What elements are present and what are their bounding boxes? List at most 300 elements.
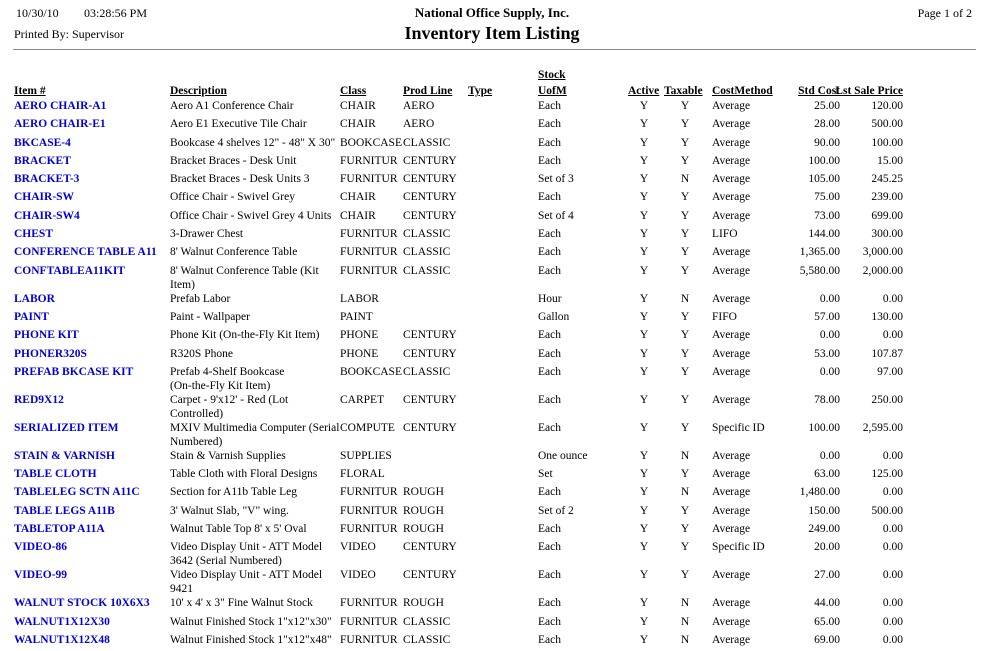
header-divider [13,49,976,50]
std-cost-cell: 57.00 [814,310,840,323]
std-cost-cell: 63.00 [814,468,840,481]
prod-line-cell: ROUGH [403,486,444,499]
cost-method-cell: Average [712,633,751,646]
prod-line-cell: CLASSIC [403,264,451,277]
table-row [0,365,984,393]
printed-by-label: Printed By: Supervisor [14,27,124,41]
item-number-link[interactable]: RED9X12 [14,393,64,406]
taxable-flag-cell: Y [680,468,690,481]
cost-method-cell: Average [712,173,751,186]
std-cost-cell: 0.00 [819,329,840,342]
item-number-link[interactable]: PREFAB BKCASE KIT [14,365,134,378]
class-cell: FURNITUR [340,246,398,259]
lst-sale-price-cell: 2,595.00 [862,421,903,434]
table-row [0,421,984,449]
std-cost-cell: 100.00 [808,154,840,167]
column-header-item: Item # [14,85,46,97]
active-flag-cell: Y [639,347,649,360]
description-cell: Walnut Table Top 8' x 5' Oval [170,523,307,536]
class-cell: CHAIR [340,100,376,112]
table-row [0,190,984,204]
taxable-flag-cell: Y [680,228,690,241]
lst-sale-price-cell: 15.00 [877,154,903,167]
std-cost-cell: 65.00 [814,615,840,628]
cost-method-cell: Average [712,347,751,360]
active-flag-cell: Y [639,449,649,462]
stock-uofm-cell: Each [538,597,561,610]
taxable-flag-cell: Y [680,523,690,536]
active-flag-cell: Y [639,468,649,481]
prod-line-cell: CENTURY [403,191,457,204]
stock-uofm-cell: Each [538,633,561,646]
std-cost-cell: 27.00 [814,569,840,582]
cost-method-cell: Specific ID [712,421,765,434]
taxable-flag-cell: Y [680,393,690,406]
item-number-link[interactable]: TABLETOP A11A [14,523,105,536]
std-cost-cell: 78.00 [814,393,840,406]
table-row [0,310,984,324]
active-flag-cell: Y [639,264,649,277]
class-cell: BOOKCASE [340,365,402,378]
lst-sale-price-cell: 120.00 [871,100,903,112]
item-number-link[interactable]: WALNUT STOCK 10X6X3 [14,597,150,610]
column-header-description: Description [170,85,227,97]
taxable-flag-cell: N [680,449,690,462]
std-cost-cell: 53.00 [814,347,840,360]
class-cell: FURNITUR [340,486,398,499]
active-flag-cell: Y [639,292,649,305]
taxable-flag-cell: Y [680,209,690,222]
lst-sale-price-cell: 0.00 [882,633,903,646]
cost-method-cell: FIFO [712,310,737,323]
prod-line-cell: CENTURY [403,173,457,186]
class-cell: BOOKCASE [340,136,402,149]
table-row [0,245,984,259]
lst-sale-price-cell: 500.00 [871,504,903,517]
column-header-cost-method: CostMethod [712,85,773,97]
stock-uofm-cell: Each [538,365,561,378]
column-header-stock: Stock [538,69,566,81]
prod-line-cell: CLASSIC [403,228,451,241]
active-flag-cell: Y [639,228,649,241]
item-number-link[interactable]: VIDEO-99 [14,569,68,582]
active-flag-cell: Y [639,173,649,186]
description-cell: Section for A11b Table Leg [170,486,297,499]
active-flag-cell: Y [639,615,649,628]
item-number-link[interactable]: WALNUT1X12X30 [14,615,110,628]
stock-uofm-cell: Each [538,523,561,536]
table-row [0,615,984,629]
lst-sale-price-cell: 300.00 [871,228,903,241]
class-cell: FURNITUR [340,523,398,536]
stock-uofm-cell: Each [538,118,561,131]
item-number-link[interactable]: BRACKET-3 [14,173,80,186]
class-cell: FURNITUR [340,228,398,241]
active-flag-cell: Y [639,209,649,222]
class-cell: CHAIR [340,209,376,222]
std-cost-cell: 28.00 [814,118,840,131]
item-number-link[interactable]: TABLELEG SCTN A11C [14,486,140,499]
description-cell: Paint - Wallpaper [170,310,250,323]
std-cost-cell: 69.00 [814,633,840,646]
table-row [0,264,984,292]
table-row [0,172,984,186]
class-cell: VIDEO [340,541,376,554]
class-cell: FURNITUR [340,633,398,646]
description-cell: 8' Walnut Conference Table [170,246,298,259]
stock-uofm-cell: Each [538,228,561,241]
taxable-flag-cell: Y [680,154,690,167]
active-flag-cell: Y [639,569,649,582]
stock-uofm-cell: Set [538,468,553,481]
taxable-flag-cell: Y [680,264,690,277]
page-indicator: Page 1 of 2 [917,6,972,20]
column-header-lst-sale-price: Lst Sale Price [835,85,903,97]
company-name: National Office Supply, Inc. [414,5,570,20]
table-row [0,504,984,518]
description-cell: 10' x 4' x 3" Fine Walnut Stock [170,597,313,610]
stock-uofm-cell: Each [538,329,561,342]
description-cell: 3-Drawer Chest [170,228,244,241]
prod-line-cell: CLASSIC [403,615,451,628]
class-cell: SUPPLIES [340,449,392,462]
column-header-prod-line: Prod Line [403,85,453,97]
prod-line-cell: CLASSIC [403,136,451,149]
prod-line-cell: CLASSIC [403,246,451,259]
item-number-link[interactable]: BKCASE-4 [14,136,71,149]
prod-line-cell: ROUGH [403,523,444,536]
stock-uofm-cell: Each [538,569,561,582]
cost-method-cell: Average [712,264,751,277]
description-cell: R320S Phone [170,347,233,360]
item-number-link[interactable]: STAIN & VARNISH [14,449,115,462]
table-row [0,449,984,463]
cost-method-cell: Average [712,365,751,378]
description-cell: Bracket Braces - Desk Units 3 [170,173,310,186]
taxable-flag-cell: Y [680,569,690,582]
taxable-flag-cell: Y [680,541,690,554]
table-row [0,467,984,481]
description-cell: Prefab Labor [170,292,231,305]
cost-method-cell: Average [712,292,751,305]
table-row [0,117,984,131]
description-cell: Prefab 4-Shelf Bookcase (On-the-Fly Kit Item) [170,365,285,392]
lst-sale-price-cell: 0.00 [882,569,903,582]
class-cell: PHONE [340,347,379,360]
description-cell: Phone Kit (On-the-Fly Kit Item) [170,329,320,342]
taxable-flag-cell: Y [680,191,690,204]
item-number-link[interactable]: SERIALIZED ITEM [14,421,119,434]
stock-uofm-cell: One ounce [538,449,588,462]
prod-line-cell: CLASSIC [403,633,451,646]
active-flag-cell: Y [639,393,649,406]
taxable-flag-cell: Y [680,118,690,131]
lst-sale-price-cell: 130.00 [871,310,903,323]
prod-line-cell: AERO [403,100,435,112]
taxable-flag-cell: Y [680,246,690,259]
class-cell: CHAIR [340,191,376,204]
item-number-link[interactable]: AERO CHAIR-E1 [14,118,106,131]
prod-line-cell: CENTURY [403,569,457,582]
description-cell: Aero A1 Conference Chair [170,100,294,112]
table-row [0,227,984,241]
cost-method-cell: Average [712,523,751,536]
taxable-flag-cell: N [680,292,690,305]
cost-method-cell: Average [712,393,751,406]
item-number-link[interactable]: TABLE LEGS A11B [14,504,115,517]
std-cost-cell: 105.00 [808,173,840,186]
column-header-uofm: UofM [538,85,567,97]
active-flag-cell: Y [639,100,649,112]
std-cost-cell: 100.00 [808,421,840,434]
taxable-flag-cell: N [680,597,690,610]
column-header-taxable: Taxable [664,85,703,97]
prod-line-cell: AERO [403,118,435,131]
active-flag-cell: Y [639,523,649,536]
table-row [0,136,984,150]
std-cost-cell: 5,580.00 [799,264,840,277]
item-number-link[interactable]: WALNUT1X12X48 [14,633,110,646]
prod-line-cell: ROUGH [403,597,444,610]
taxable-flag-cell: Y [680,136,690,149]
description-cell: Carpet - 9'x12' - Red (Lot Controlled) [170,393,289,420]
table-row [0,633,984,647]
class-cell: FURNITUR [340,173,398,186]
lst-sale-price-cell: 239.00 [871,191,903,204]
lst-sale-price-cell: 245.25 [871,173,903,186]
class-cell: CHAIR [340,118,376,131]
lst-sale-price-cell: 97.00 [877,365,903,378]
description-cell: MXIV Multimedia Computer (Serial Numbered) [170,421,340,448]
active-flag-cell: Y [639,633,649,646]
item-number-link[interactable]: CONFERENCE TABLE A11 [14,246,157,259]
cost-method-cell: Average [712,468,751,481]
class-cell: COMPUTE [340,421,395,434]
item-number-link[interactable]: CHEST [14,228,53,241]
table-row [0,347,984,361]
taxable-flag-cell: N [680,615,690,628]
prod-line-cell: CENTURY [403,154,457,167]
stock-uofm-cell: Set of 3 [538,173,574,186]
report-time: 03:28:56 PM [84,6,148,20]
taxable-flag-cell: Y [680,504,690,517]
std-cost-cell: 1,480.00 [799,486,840,499]
table-row [0,568,984,596]
std-cost-cell: 0.00 [819,365,840,378]
table-row [0,540,984,568]
column-header-class: Class [340,85,367,97]
cost-method-cell: Average [712,329,751,342]
taxable-flag-cell: Y [680,310,690,323]
cost-method-cell: Average [712,154,751,167]
stock-uofm-cell: Set of 2 [538,504,574,517]
active-flag-cell: Y [639,136,649,149]
item-number-link[interactable]: BRACKET [14,154,71,167]
item-number-link[interactable]: PHONER320S [14,347,87,360]
table-row [0,99,984,113]
description-cell: Walnut Finished Stock 1"x12"x48" [170,633,332,646]
description-cell: Video Display Unit - ATT Model 3642 (Serial Numbered) [170,541,323,568]
taxable-flag-cell: Y [680,329,690,342]
table-row [0,292,984,306]
cost-method-cell: Average [712,100,751,112]
table-row [0,154,984,168]
prod-line-cell: CENTURY [403,541,457,554]
cost-method-cell: Average [712,246,751,259]
description-cell: Office Chair - Swivel Grey [170,191,295,204]
item-number-link[interactable]: PHONE KIT [14,329,79,342]
description-cell: Stain & Varnish Supplies [170,449,286,462]
active-flag-cell: Y [639,154,649,167]
item-number-link[interactable]: CHAIR-SW4 [14,209,80,222]
class-cell: LABOR [340,292,379,305]
taxable-flag-cell: Y [680,421,690,434]
item-number-link[interactable]: CONFTABLEA11KIT [14,264,125,277]
cost-method-cell: Average [712,191,751,204]
lst-sale-price-cell: 0.00 [882,615,903,628]
inventory-table [0,99,984,651]
cost-method-cell: Average [712,449,751,462]
column-header-active: Active [628,85,660,97]
description-cell: Bookcase 4 shelves 12" - 48" X 30" [170,136,336,149]
lst-sale-price-cell: 699.00 [871,209,903,222]
class-cell: FLORAL [340,468,385,481]
lst-sale-price-cell: 0.00 [882,541,903,554]
stock-uofm-cell: Each [538,136,561,149]
lst-sale-price-cell: 125.00 [871,468,903,481]
active-flag-cell: Y [639,504,649,517]
lst-sale-price-cell: 0.00 [882,449,903,462]
prod-line-cell: CENTURY [403,347,457,360]
prod-line-cell: CENTURY [403,329,457,342]
table-row [0,209,984,223]
item-number-link[interactable]: LABOR [14,292,55,305]
lst-sale-price-cell: 0.00 [882,329,903,342]
stock-uofm-cell: Each [538,191,561,204]
std-cost-cell: 20.00 [814,541,840,554]
cost-method-cell: Average [712,136,751,149]
cost-method-cell: Average [712,504,751,517]
item-number-link[interactable]: VIDEO-86 [14,541,68,554]
taxable-flag-cell: Y [680,365,690,378]
active-flag-cell: Y [639,118,649,131]
class-cell: PAINT [340,310,373,323]
class-cell: CARPET [340,393,385,406]
active-flag-cell: Y [639,191,649,204]
table-row [0,393,984,421]
class-cell: FURNITUR [340,615,398,628]
std-cost-cell: 25.00 [814,100,840,112]
class-cell: FURNITUR [340,154,398,167]
column-header-std-cost: Std Cost [798,85,840,97]
stock-uofm-cell: Each [538,100,561,112]
lst-sale-price-cell: 0.00 [882,292,903,305]
table-row [0,596,984,610]
cost-method-cell: Average [712,118,751,131]
cost-method-cell: Average [712,209,751,222]
cost-method-cell: Average [712,615,751,628]
lst-sale-price-cell: 0.00 [882,523,903,536]
lst-sale-price-cell: 0.00 [882,486,903,499]
stock-uofm-cell: Each [538,264,561,277]
std-cost-cell: 73.00 [814,209,840,222]
cost-method-cell: LIFO [712,228,738,241]
report-title: Inventory Item Listing [404,23,580,43]
item-number-link[interactable]: CHAIR-SW [14,191,75,204]
stock-uofm-cell: Each [538,246,561,259]
stock-uofm-cell: Each [538,393,561,406]
active-flag-cell: Y [639,486,649,499]
item-number-link[interactable]: TABLE CLOTH [14,468,97,481]
prod-line-cell: CENTURY [403,421,457,434]
stock-uofm-cell: Each [538,541,561,554]
prod-line-cell: CENTURY [403,393,457,406]
std-cost-cell: 75.00 [814,191,840,204]
stock-uofm-cell: Each [538,486,561,499]
active-flag-cell: Y [639,597,649,610]
active-flag-cell: Y [639,421,649,434]
stock-uofm-cell: Each [538,615,561,628]
std-cost-cell: 90.00 [814,136,840,149]
prod-line-cell: ROUGH [403,504,444,517]
active-flag-cell: Y [639,365,649,378]
description-cell: Walnut Finished Stock 1"x12"x30" [170,615,332,628]
description-cell: Table Cloth with Floral Designs [170,468,318,481]
lst-sale-price-cell: 107.87 [871,347,903,360]
table-row [0,522,984,536]
stock-uofm-cell: Set of 4 [538,209,574,222]
description-cell: 8' Walnut Conference Table (Kit Item) [170,264,319,291]
lst-sale-price-cell: 500.00 [871,118,903,131]
taxable-flag-cell: Y [680,100,690,112]
lst-sale-price-cell: 3,000.00 [862,246,903,259]
report-date: 10/30/10 [16,6,59,20]
cost-method-cell: Average [712,569,751,582]
item-number-link[interactable]: AERO CHAIR-A1 [14,100,107,112]
prod-line-cell: CLASSIC [403,365,451,378]
lst-sale-price-cell: 0.00 [882,597,903,610]
description-cell: Video Display Unit - ATT Model 9421 [170,569,323,596]
class-cell: FURNITUR [340,597,398,610]
taxable-flag-cell: N [680,486,690,499]
stock-uofm-cell: Hour [538,292,562,305]
table-row [0,485,984,499]
class-cell: FURNITUR [340,264,398,277]
stock-uofm-cell: Gallon [538,310,570,323]
cost-method-cell: Average [712,597,751,610]
cost-method-cell: Average [712,486,751,499]
std-cost-cell: 0.00 [819,449,840,462]
description-cell: Bracket Braces - Desk Unit [170,154,297,167]
column-header-type: Type [468,85,493,97]
std-cost-cell: 150.00 [808,504,840,517]
description-cell: Aero E1 Executive Tile Chair [170,118,307,131]
item-number-link[interactable]: PAINT [14,310,49,323]
std-cost-cell: 1,365.00 [799,246,840,259]
active-flag-cell: Y [639,246,649,259]
class-cell: FURNITUR [340,504,398,517]
active-flag-cell: Y [639,329,649,342]
taxable-flag-cell: Y [680,347,690,360]
stock-uofm-cell: Each [538,154,561,167]
prod-line-cell: CENTURY [403,209,457,222]
class-cell: PHONE [340,329,379,342]
description-cell: Office Chair - Swivel Grey 4 Units [170,209,332,222]
taxable-flag-cell: N [680,173,690,186]
stock-uofm-cell: Each [538,421,561,434]
class-cell: VIDEO [340,569,376,582]
std-cost-cell: 0.00 [819,292,840,305]
